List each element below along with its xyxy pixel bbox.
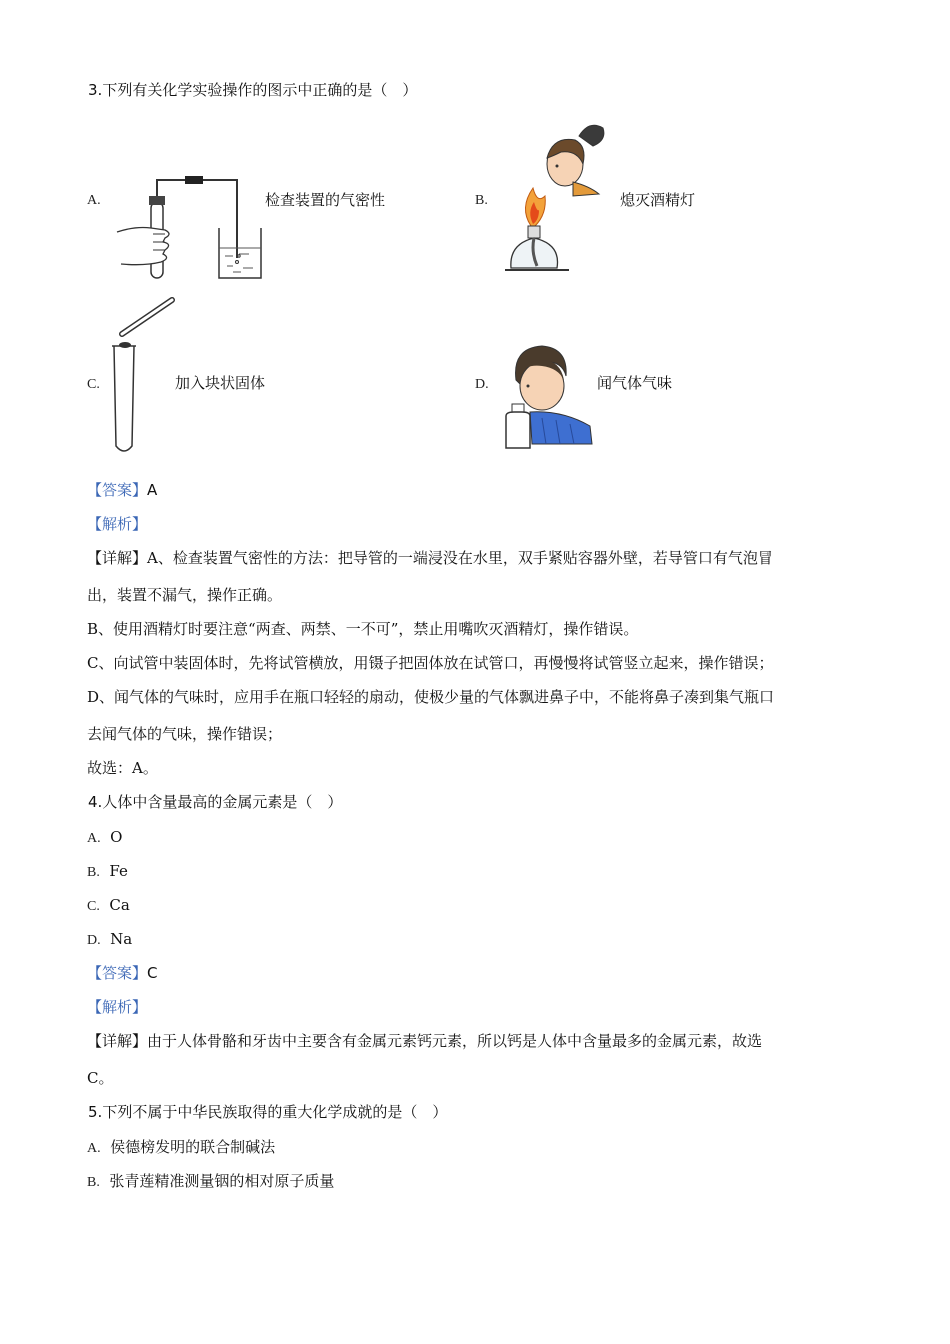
q3-detail-line-2: 出，装置不漏气，操作正确。	[87, 586, 283, 604]
q4-option-d-text: Na	[110, 930, 133, 948]
q4-option-d-letter: D.	[87, 933, 101, 948]
q5-number: 5.	[88, 1103, 103, 1121]
q4-detail-text-1: 由于人体骨骼和牙齿中主要含有金属元素钙元素，所以钙是人体中含量最多的金属元素，故选	[147, 1032, 763, 1050]
q3-option-a-letter: A.	[87, 193, 101, 208]
q5-option-a-text: 侯德榜发明的联合制碱法	[110, 1138, 276, 1156]
q3-option-b-caption: 熄灭酒精灯	[620, 191, 696, 209]
q4-option-a	[87, 827, 122, 849]
q5-option-a-letter: A.	[87, 1141, 101, 1156]
adding-solid-to-test-tube-illustration	[110, 296, 180, 456]
q3-detail-line-3: B、使用酒精灯时要注意“两查、两禁、一不可”，禁止用嘴吹灭酒精灯，操作错误。	[87, 620, 639, 638]
q3-answer-tag: 【答案】	[87, 481, 148, 499]
q4-answer-value: C	[147, 964, 158, 982]
q3-detail-text-1: A、检查装置气密性的方法：把导管的一端浸没在水里，双手紧贴容器外壁，若导管口有气泡冒	[147, 549, 773, 567]
blowing-out-alcohol-lamp-illustration	[503, 116, 613, 281]
q4-option-c-text: Ca	[109, 896, 130, 914]
q3-stem-text: 下列有关化学实验操作的图示中正确的是（ ）	[102, 81, 418, 99]
q5-stem	[88, 1102, 447, 1122]
q5-option-b	[87, 1171, 334, 1193]
q4-analysis-tag: 【解析】	[87, 998, 148, 1016]
q5-option-b-text: 张青莲精准测量铟的相对原子质量	[109, 1172, 335, 1190]
q3-detail-line-6: 去闻气体的气味，操作错误；	[87, 725, 283, 743]
q4-stem	[88, 792, 342, 812]
q4-option-b	[87, 861, 128, 883]
q3-detail-line-4: C、向试管中装固体时，先将试管横放，用镊子把固体放在试管口，再慢慢将试管竖立起来，操作错误；	[87, 654, 774, 672]
q3-option-b-letter: B.	[475, 193, 488, 208]
airtightness-apparatus-illustration	[115, 170, 265, 285]
q4-option-d	[87, 929, 132, 951]
q3-detail-line-5: D、闻气体的气味时，应用手在瓶口轻轻的扇动，使极少量的气体飘进鼻子中，不能将鼻子凑到集气瓶口	[87, 688, 775, 706]
q4-option-b-text: Fe	[109, 862, 128, 880]
q3-option-c-letter: C.	[87, 377, 100, 392]
q3-detail-line-7: 故选：A。	[87, 759, 158, 777]
q3-answer-value: A	[147, 481, 158, 499]
q4-detail-line-2: C。	[87, 1069, 114, 1087]
q3-analysis-tag: 【解析】	[87, 515, 148, 533]
q4-answer-tag: 【答案】	[87, 964, 148, 982]
q3-answer	[87, 480, 157, 500]
q4-option-c	[87, 895, 130, 917]
q3-option-a-caption: 检查装置的气密性	[265, 191, 386, 209]
q4-option-b-letter: B.	[87, 865, 100, 880]
q3-option-d-caption: 闻气体气味	[597, 374, 673, 392]
q3-option-d-letter: D.	[475, 377, 489, 392]
q4-detail-tag: 【详解】	[87, 1032, 148, 1050]
q4-number: 4.	[88, 793, 103, 811]
q3-detail-tag: 【详解】	[87, 549, 148, 567]
smelling-gas-illustration	[502, 340, 597, 452]
q4-answer	[87, 963, 158, 983]
q5-stem-text: 下列不属于中华民族取得的重大化学成就的是（ ）	[102, 1103, 448, 1121]
q3-detail-line-1	[87, 548, 773, 568]
q4-option-a-letter: A.	[87, 831, 101, 846]
q4-option-c-letter: C.	[87, 899, 100, 914]
q4-stem-text: 人体中含量最高的金属元素是（ ）	[102, 793, 343, 811]
q5-option-b-letter: B.	[87, 1175, 100, 1190]
q3-stem	[88, 80, 417, 100]
q3-number: 3.	[88, 81, 103, 99]
q3-option-c-caption: 加入块状固体	[175, 374, 266, 392]
q4-detail-line-1	[87, 1031, 762, 1051]
q5-option-a	[87, 1137, 275, 1159]
q4-option-a-text: O	[110, 828, 123, 846]
